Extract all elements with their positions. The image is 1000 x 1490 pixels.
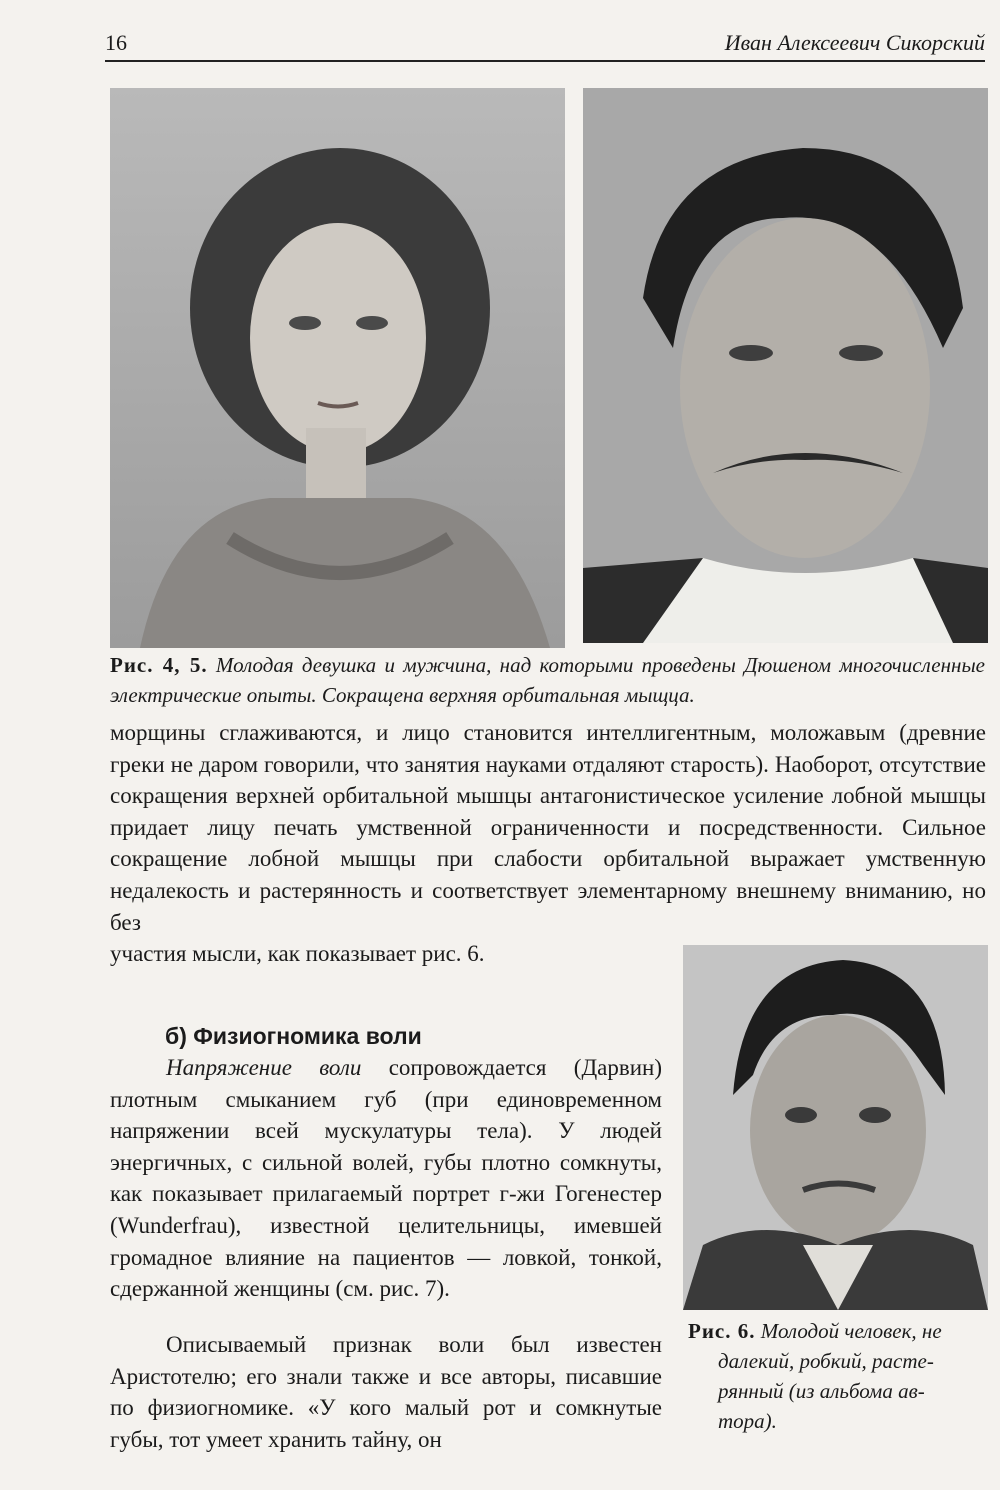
figure-6-caption-line-3: рянный (из альбома ав- — [718, 1379, 925, 1403]
figure-6-photo-young-man — [683, 945, 988, 1310]
figure-5-photo-man — [583, 88, 988, 643]
figure-4-photo-girl — [110, 88, 565, 648]
body-paragraph-1 — [110, 717, 986, 970]
paragraph-2-text: сопровождается (Дарвин) плотным смыканием губ (при единовременном напряжении всей мускулатуры тела). У людей энергичных, с сильной волей, губы плотно сомкнуты, как показывает прилагаемый портрет г-жи Гогенестер (Wunderfrau), известной целительницы, имевшей громадное влияние на пациентов — ловкой, тонкой, сдержанной женщины (см. рис. 7). — [110, 1055, 662, 1302]
figure-4-5-caption — [110, 650, 985, 710]
figure-6-label: Рис. 6. — [688, 1319, 756, 1343]
running-title: Иван Алексеевич Сикорский — [724, 30, 985, 55]
figure-6-caption-line-1: Молодой человек, не — [760, 1319, 942, 1343]
figure-6-caption-line-4: тора). — [718, 1409, 777, 1433]
paragraph-1-last-line: участия мысли, как показывает рис. 6. — [110, 941, 485, 967]
running-header — [105, 24, 985, 62]
figure-4-5-label: Рис. 4, 5. — [110, 653, 208, 677]
paragraph-3-text: Описываемый признак воли был известен Аристотелю; его знали также и все авторы, писавшие по физиогномике. «У кого малый рот и сомкнутые губы, тот умеет хранить тайну, он — [110, 1332, 662, 1452]
figure-6-caption — [688, 1316, 988, 1436]
section-heading: б) Физиогномика воли — [165, 1023, 422, 1049]
body-paragraph-2 — [110, 1052, 662, 1305]
paragraph-2-italic-lead: Напряжение воли — [166, 1055, 362, 1080]
body-paragraph-3 — [110, 1329, 662, 1455]
page-number: 16 — [105, 30, 127, 55]
figure-4-5-caption-text: Молодая девушка и мужчина, над которыми проведены Дюшеном многочисленные электрические опыты. Сокращена верхняя орбитальная мыщца. — [110, 653, 986, 707]
paragraph-1-text: морщины сглаживаются, и лицо становится интеллигентным, моложавым (древние греки не даром говорили, что занятия науками отдаляют старость). Наоборот, отсутствие сокращения верхней орбитальной мышцы антагонистическое усиление лобной мышцы придает лицу печать умственной ограниченности и посредственности. Сильное сокращение лобной мышцы при слабости орбитальной выражает умственную недалекость и растерянность и соответствует элементарному внешнему вниманию, но без — [110, 720, 986, 935]
figure-6-caption-line-2: далекий, робкий, расте- — [718, 1349, 934, 1373]
